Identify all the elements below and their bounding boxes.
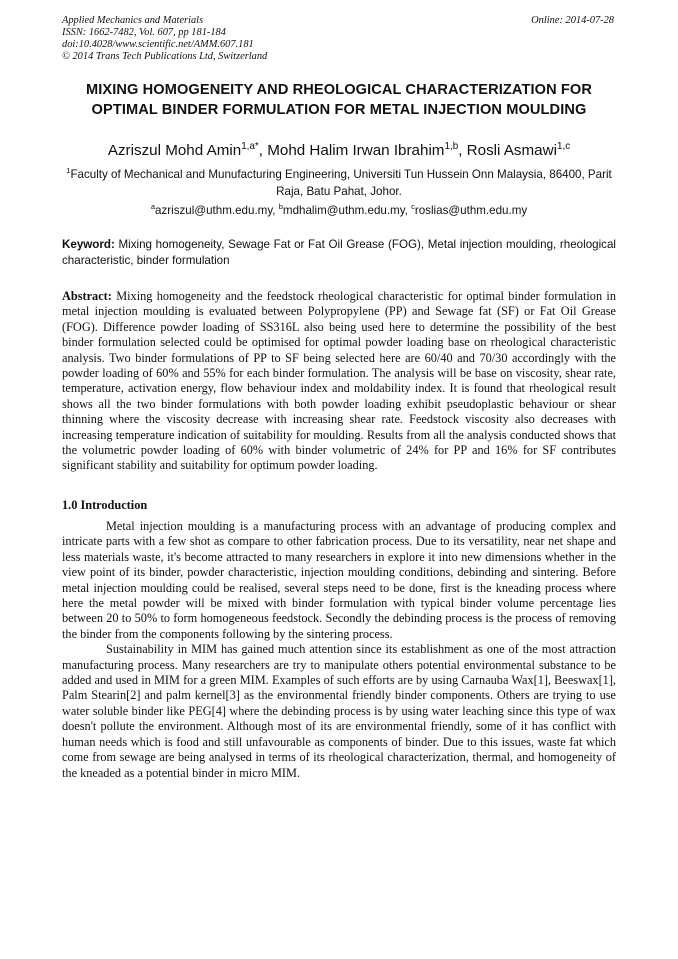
journal-info: [62, 15, 362, 63]
affiliation-sup: 1: [66, 166, 71, 176]
email-sup: a: [150, 202, 156, 212]
journal-copyright: © 2014 Trans Tech Publications Ltd, Switzerland: [62, 51, 268, 62]
journal-doi[interactable]: doi:10.4028/www.scientific.net/AMM.607.181: [62, 39, 254, 50]
author-sup: 1,c: [556, 140, 571, 152]
author-sup: 1,b: [444, 140, 459, 152]
author-sup: 1,a*: [241, 140, 259, 152]
author-name: Mohd Halim Irwan Ibrahim: [267, 142, 445, 159]
author-name: Azriszul Mohd Amin: [107, 142, 242, 159]
email-address[interactable]: azriszul@uthm.edu.my: [155, 204, 273, 217]
affiliation-text: Faculty of Mechanical and Munufacturing Engineering, Universiti Tun Hussein Onn Malaysia, 86400, Parit Raja, Batu Pahat, Johor.: [70, 168, 612, 198]
keyword-label: Keyword:: [62, 238, 115, 251]
abstract: [62, 289, 616, 474]
keyword-text: Mixing homogeneity, Sewage Fat or Fat Oil Grease (FOG), Metal injection moulding, rheological characteristic, binder formulation: [62, 238, 616, 267]
journal-name: Applied Mechanics and Materials: [62, 15, 204, 26]
paper-title: MIXING HOMOGENEITY AND RHEOLOGICAL CHARACTERIZATION FOR OPTIMAL BINDER FORMULATION FOR METAL INJECTION MOULDING: [85, 82, 592, 118]
journal-issn: ISSN: 1662-7482, Vol. 607, pp 181-184: [62, 27, 226, 38]
author-name: Rosli Asmawi: [466, 142, 557, 159]
intro-paragraph: Sustainability in MIM has gained much attention since its establishment as one of the most attraction manufacturing process. Many researchers are try to manipulate others potential environmental substance to be added and used in MIM for a green MIM. Examples of such efforts are by using Carnauba Wax[1], Beeswax[1], Palm Stearin[2] and palm kernel[3] as the environmental friendly binder components. Others are trying to use water soluble binder like PEG[4] where the debinding process is by using water leaching since this type of wax doesn't pollute the environment. Although most of its are environmental friendly, some of it has conflict with human needs which is food and still unfavourable as components of binder. Due to this issues, waste fat which come from sewage are being analysed in terms of its rheological characterization, thermal, and homogeneity of the kneaded as a potential binder in micro MIM.: [62, 642, 616, 780]
email-address[interactable]: roslias@uthm.edu.my: [414, 204, 528, 217]
online-date: Online: 2014-07-28: [531, 15, 614, 26]
author-list: Azriszul Mohd Amin$^{1,a*}$, Mohd Halim Irwan Ibrahim$^{1,b}$, Rosli Asmawi$^{1,c}$: [107, 140, 571, 159]
introduction-body: [62, 519, 616, 781]
affiliation: [62, 166, 616, 200]
email-sup: b: [278, 202, 283, 212]
abstract-text: Mixing homogeneity and the feedstock rheological characteristic for optimal binder formulation in metal injection moulding is evaluated between Polypropylene (PP) and Sewage fat (SF) or Fat Oil Grease (FOG). Difference powder loading of SS316L also being used here to determine the possibility of the best binder formulation selected could be optimised for optimal powder loading base on rheological characteristic analysis. Two binder formulations of PP to SF being selected here are 60/40 and 70/30 accordingly with the powder loading of 60% and 55% for each binder formulation. The analysis will be base on viscosity, shear rate, temperature, activation energy, flow behaviour index and moldability index. It is found that rheological result shows all the two binder formulations with both powder loading exhibit pseudoplastic behaviour or shear thinning where the viscosity decrease with increasing shear rate. Feedstock viscosity also decreases with increasing temperature indication of suitability for moulding. Results from all the analysis conducted shows that the volumetric powder loading of 60% with binder volumetric of 24% for PP and 16% for SF contributes significant stability and suitability for optimum powder loading.: [62, 289, 617, 473]
email-list: $^a$azriszul@uthm.edu.my, $^b$mdhalim@uthm.edu.my, $^c$roslias@uthm.edu.my: [150, 202, 528, 217]
email-address[interactable]: mdhalim@uthm.edu.my: [282, 204, 405, 217]
keywords: [62, 237, 616, 268]
intro-paragraph: Metal injection moulding is a manufacturing process with an advantage of producing complex and intricate parts with a few shot as compare to other fabrication process. Due to its versatility, near net shape and less materials waste, it's become attracted to many researchers in explore it into new dimensions whether in the view point of its binder, powder characteristic, injection moulding conditions, debinding and sintering. Before metal injection moulding could be realised, several steps need to be done, first is the kneading process where here the metal powder will be mixed with binder formulation with typical binder volume percentage lies between 20 to 50% to form homogeneous feedstock. Secondly the debinding process is the process of removing the binder from the components following by the sintering process.: [62, 519, 616, 641]
abstract-label: Abstract:: [62, 289, 112, 303]
section-heading-introduction: 1.0 Introduction: [62, 498, 148, 512]
email-sup: c: [411, 202, 415, 212]
